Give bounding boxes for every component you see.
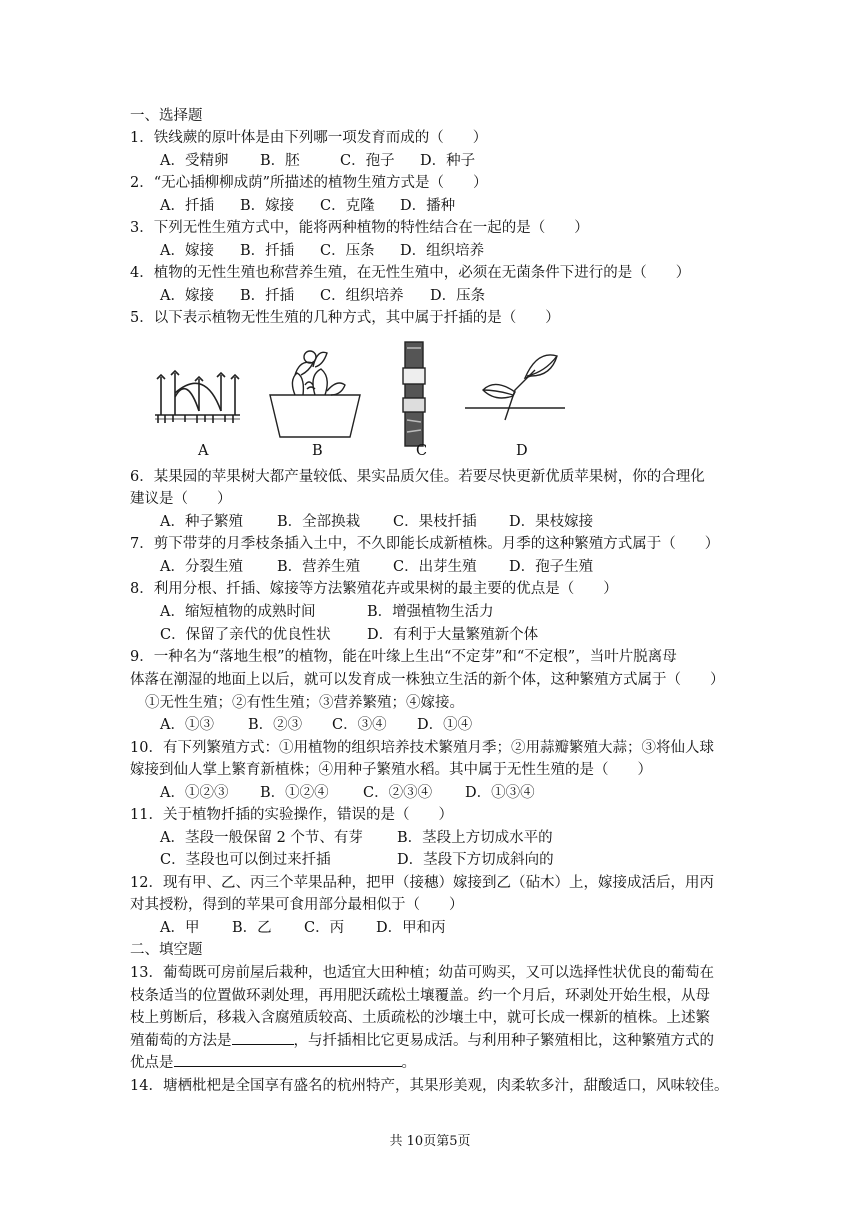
option-d: D．果枝嫁接 bbox=[509, 514, 594, 530]
question-13-text-d: 。 bbox=[401, 1055, 416, 1071]
question-3-options bbox=[160, 240, 770, 262]
question-12-stem-cont: 对其授粉，得到的苹果可食用部分最相似于（ ） bbox=[130, 897, 464, 913]
question-7-stem: 7．剪下带芽的月季枝条插入土中，不久即能长成新植株。月季的这种繁殖方式属于（ ） bbox=[130, 536, 720, 552]
question-6-stem: 6．某果园的苹果树大都产量较低、果实品质欠佳。若要尽快更新优质苹果树，你的合理化 bbox=[130, 469, 705, 485]
question-6-stem-cont: 建议是（ ） bbox=[130, 491, 232, 507]
figure-label-b: B bbox=[312, 443, 323, 459]
option-d: D．压条 bbox=[430, 288, 486, 304]
option-a: A．嫁接 bbox=[160, 243, 214, 259]
answer-blank-1[interactable] bbox=[232, 1030, 294, 1045]
figure-d-cutting bbox=[465, 350, 565, 430]
question-2-options bbox=[160, 195, 770, 217]
question-5-stem: 5．以下表示植物无性生殖的几种方式，其中属于扦插的是（ ） bbox=[130, 310, 560, 326]
question-10-stem-cont: 嫁接到仙人掌上繁育新植株；④用种子繁殖水稻。其中属于无性生殖的是（ ） bbox=[130, 762, 652, 778]
option-c: C．丙 bbox=[304, 920, 345, 936]
option-a: A．①②③ bbox=[160, 785, 229, 801]
option-c: C．②③④ bbox=[363, 785, 433, 801]
option-b: B．茎段上方切成水平的 bbox=[397, 830, 553, 846]
question-9-options bbox=[160, 714, 770, 736]
option-b: B．胚 bbox=[260, 153, 300, 169]
propagation-figures bbox=[150, 345, 600, 463]
question-4-options bbox=[160, 285, 770, 307]
question-12-stem: 12．现有甲、乙、丙三个苹果品种，把甲（接穗）嫁接到乙（砧木）上，嫁接成活后，用丙 bbox=[130, 875, 714, 891]
option-d: D．孢子生殖 bbox=[509, 559, 594, 575]
option-c: C．保留了亲代的优良性状 bbox=[160, 627, 331, 643]
option-a: A．甲 bbox=[160, 920, 200, 936]
question-9-choices: ①无性生殖；②有性生殖；③营养繁殖；④嫁接。 bbox=[145, 695, 464, 711]
question-13-text-c: 优点是 bbox=[130, 1055, 174, 1071]
option-d: D．茎段下方切成斜向的 bbox=[397, 852, 554, 868]
option-a: A．受精卵 bbox=[160, 153, 229, 169]
option-d: D．组织培养 bbox=[400, 243, 485, 259]
page-footer: 共 10页第5页 bbox=[389, 1134, 471, 1149]
option-b: B．②③ bbox=[248, 717, 303, 733]
question-11-options-row2 bbox=[160, 849, 770, 871]
option-c: C．克隆 bbox=[320, 198, 375, 214]
question-3-stem: 3．下列无性生殖方式中，能将两种植物的特性结合在一起的是（ ） bbox=[130, 220, 589, 236]
option-d: D．①③④ bbox=[465, 785, 535, 801]
option-b: B．增强植物生活力 bbox=[367, 604, 494, 620]
option-d: D．甲和丙 bbox=[376, 920, 446, 936]
question-4-stem: 4．植物的无性生殖也称营养生殖，在无性生殖中，必须在无菌条件下进行的是（ ） bbox=[130, 265, 691, 281]
answer-blank-2[interactable] bbox=[174, 1052, 402, 1067]
option-d: D．①④ bbox=[417, 717, 473, 733]
option-a: A．缩短植物的成熟时间 bbox=[160, 604, 316, 620]
question-1-stem: 1．铁线蕨的原叶体是由下列哪一项发育而成的（ ） bbox=[130, 130, 488, 146]
figure-label-d: D bbox=[516, 443, 528, 459]
question-13-stem-line3: 枝上剪断后，移栽入含腐殖质较高、土质疏松的沙壤土中，就可长成一棵新的植株。上述繁 bbox=[130, 1010, 710, 1026]
figure-label-a: A bbox=[198, 443, 209, 459]
option-b: B．乙 bbox=[232, 920, 272, 936]
question-8-options-row2 bbox=[160, 624, 770, 646]
question-13-stem-line5 bbox=[130, 1052, 740, 1074]
question-13-text-a: 殖葡萄的方法是 bbox=[130, 1033, 232, 1049]
option-c: C．出芽生殖 bbox=[393, 559, 477, 575]
question-13-stem-line2: 枝条适当的位置做环剥处理，再用肥沃疏松土壤覆盖。约一个月后，环剥处开始生根，从母 bbox=[130, 988, 710, 1004]
option-a: A．茎段一般保留 2 个节、有芽 bbox=[160, 830, 363, 846]
option-a: A．分裂生殖 bbox=[160, 559, 243, 575]
option-b: B．扦插 bbox=[240, 243, 295, 259]
question-13-text-b: ，与扦插相比它更易成活。与利用种子繁殖相比，这种繁殖方式的 bbox=[293, 1033, 714, 1049]
section-heading-choice: 一、选择题 bbox=[130, 108, 203, 124]
question-14-stem: 14．塘栖枇杷是全国享有盛名的杭州特产，其果形美观，肉柔软多汁，甜酸适口，风味较佳。 bbox=[130, 1078, 729, 1094]
question-10-options bbox=[160, 782, 770, 804]
option-c: C．③④ bbox=[332, 717, 387, 733]
option-b: B．扦插 bbox=[240, 288, 295, 304]
question-11-stem: 11．关于植物扦插的实验操作，错误的是（ ） bbox=[130, 807, 453, 823]
option-a: A．扦插 bbox=[160, 198, 214, 214]
figure-a-layering bbox=[155, 367, 240, 427]
question-12-options bbox=[160, 917, 770, 939]
option-c: C．组织培养 bbox=[320, 288, 404, 304]
figure-label-c: C bbox=[416, 443, 428, 459]
question-10-stem: 10．有下列繁殖方式：①用植物的组织培养技术繁殖月季；②用蒜瓣繁殖大蒜；③将仙人球 bbox=[130, 740, 714, 756]
option-b: B．营养生殖 bbox=[277, 559, 361, 575]
figure-c-grafting bbox=[395, 340, 435, 450]
question-8-stem: 8．利用分根、扦插、嫁接等方法繁殖花卉或果树的最主要的优点是（ ） bbox=[130, 581, 618, 597]
question-13-stem: 13．葡萄既可房前屋后栽种，也适宜大田种植；幼苗可购买，又可以选择性状优良的葡萄在 bbox=[130, 965, 714, 981]
option-b: B．嫁接 bbox=[240, 198, 295, 214]
option-d: D．播种 bbox=[400, 198, 456, 214]
option-d: D．种子 bbox=[420, 153, 476, 169]
option-a: A．嫁接 bbox=[160, 288, 214, 304]
question-1-options bbox=[160, 150, 770, 172]
option-c: C．孢子 bbox=[340, 153, 395, 169]
question-11-options-row1 bbox=[160, 827, 770, 849]
question-6-options bbox=[160, 511, 770, 533]
option-a: A．①③ bbox=[160, 717, 214, 733]
question-2-stem: 2．“无心插柳柳成荫”所描述的植物生殖方式是（ ） bbox=[130, 175, 488, 191]
section-heading-fill: 二、填空题 bbox=[130, 942, 203, 958]
option-c: C．果枝扦插 bbox=[393, 514, 477, 530]
option-c: C．压条 bbox=[320, 243, 375, 259]
question-7-options bbox=[160, 556, 770, 578]
option-b: B．①②④ bbox=[260, 785, 329, 801]
question-13-stem-line4 bbox=[130, 1030, 740, 1052]
option-d: D．有利于大量繁殖新个体 bbox=[367, 627, 539, 643]
option-a: A．种子繁殖 bbox=[160, 514, 243, 530]
question-9-stem: 9．一种名为“落地生根”的植物，能在叶缘上生出“不定芽”和“不定根”，当叶片脱离母 bbox=[130, 649, 677, 665]
question-9-stem-cont: 体落在潮湿的地面上以后，就可以发育成一株独立生活的新个体，这种繁殖方式属于（ ） bbox=[130, 672, 725, 688]
option-b: B．全部换栽 bbox=[277, 514, 361, 530]
question-8-options-row1 bbox=[160, 601, 770, 623]
option-c: C．茎段也可以倒过来扦插 bbox=[160, 852, 331, 868]
figure-b-potted-plant bbox=[265, 345, 365, 440]
